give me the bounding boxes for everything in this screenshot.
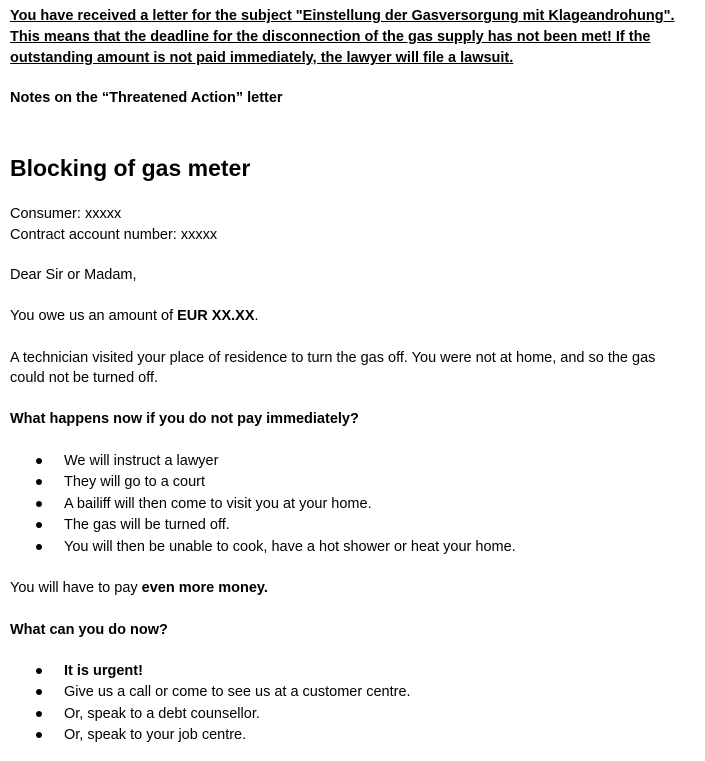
- bullet-icon: [36, 668, 42, 674]
- salutation: Dear Sir or Madam,: [10, 267, 137, 283]
- contract-line: Contract account number: xxxxx: [10, 227, 218, 243]
- bullet-icon: [36, 711, 42, 717]
- bullet-icon: [36, 544, 42, 550]
- pay-more-emphasis: even more money.: [141, 580, 268, 596]
- question-2: What can you do now?: [10, 622, 168, 638]
- page-title: Blocking of gas meter: [10, 155, 251, 181]
- notice-line-3: outstanding amount is not paid immediately, the lawyer will file a lawsuit.: [10, 50, 514, 66]
- notice-line-1: You have received a letter for the subject "Einstellung der Gasversorgung mit Klageandrohung".: [10, 8, 675, 24]
- bullet-icon: [36, 479, 42, 485]
- owe-line: [10, 306, 259, 326]
- technician-line-1: A technician visited your place of residence to turn the gas off. You were not at home, and so the gas: [10, 350, 656, 366]
- technician-line-2: could not be turned off.: [10, 370, 159, 386]
- bullet-icon: [36, 732, 42, 738]
- owe-prefix: You owe us an amount of: [10, 308, 178, 324]
- owe-amount: EUR XX.XX: [177, 308, 255, 324]
- pay-more-prefix: You will have to pay: [10, 580, 142, 596]
- bullet-icon: [36, 458, 42, 464]
- consumer-line: Consumer: xxxxx: [10, 206, 122, 222]
- notes-heading: Notes on the “Threatened Action” letter: [10, 90, 283, 106]
- question-1: What happens now if you do not pay immediately?: [10, 411, 359, 427]
- document-page: You have received a letter for the subject "Einstellung der Gasversorgung mit Klageandrohung". This means that the deadline for the disconnection of the gas supply has not been met! If the outstanding amount is not paid immediately, the lawyer will file a lawsuit. Notes on the “Threatened Action” letter Blocking of gas meter Consumer: xxxxx Contract account number: xxxxx Dear Sir or Madam, You owe us an amount of EUR XX.XX. A technician visited your place of residence to turn the gas off. You were not at home, and so the gas could not be turned off. What happens now if you do not pay immediately? We will instruct a lawyer They will go to a court A bailiff will then come to visit you at your home. The gas will be turned off. You will then be unable to cook, have a hot shower or heat your home. You will have to pay even more money. What can you do now? It is urgent! Give us a call or come to see us at a customer centre. Or, speak to a debt counsellor. Or, speak to your job centre.: [10, 8, 675, 743]
- owe-suffix: .: [254, 308, 259, 324]
- pay-more-line: [10, 578, 268, 598]
- notice-line-2: This means that the deadline for the disconnection of the gas supply has not been met! If the: [10, 29, 651, 45]
- bullet-icon: [36, 522, 42, 528]
- bullet-icon: [36, 689, 42, 695]
- bullet-icon: [36, 501, 42, 507]
